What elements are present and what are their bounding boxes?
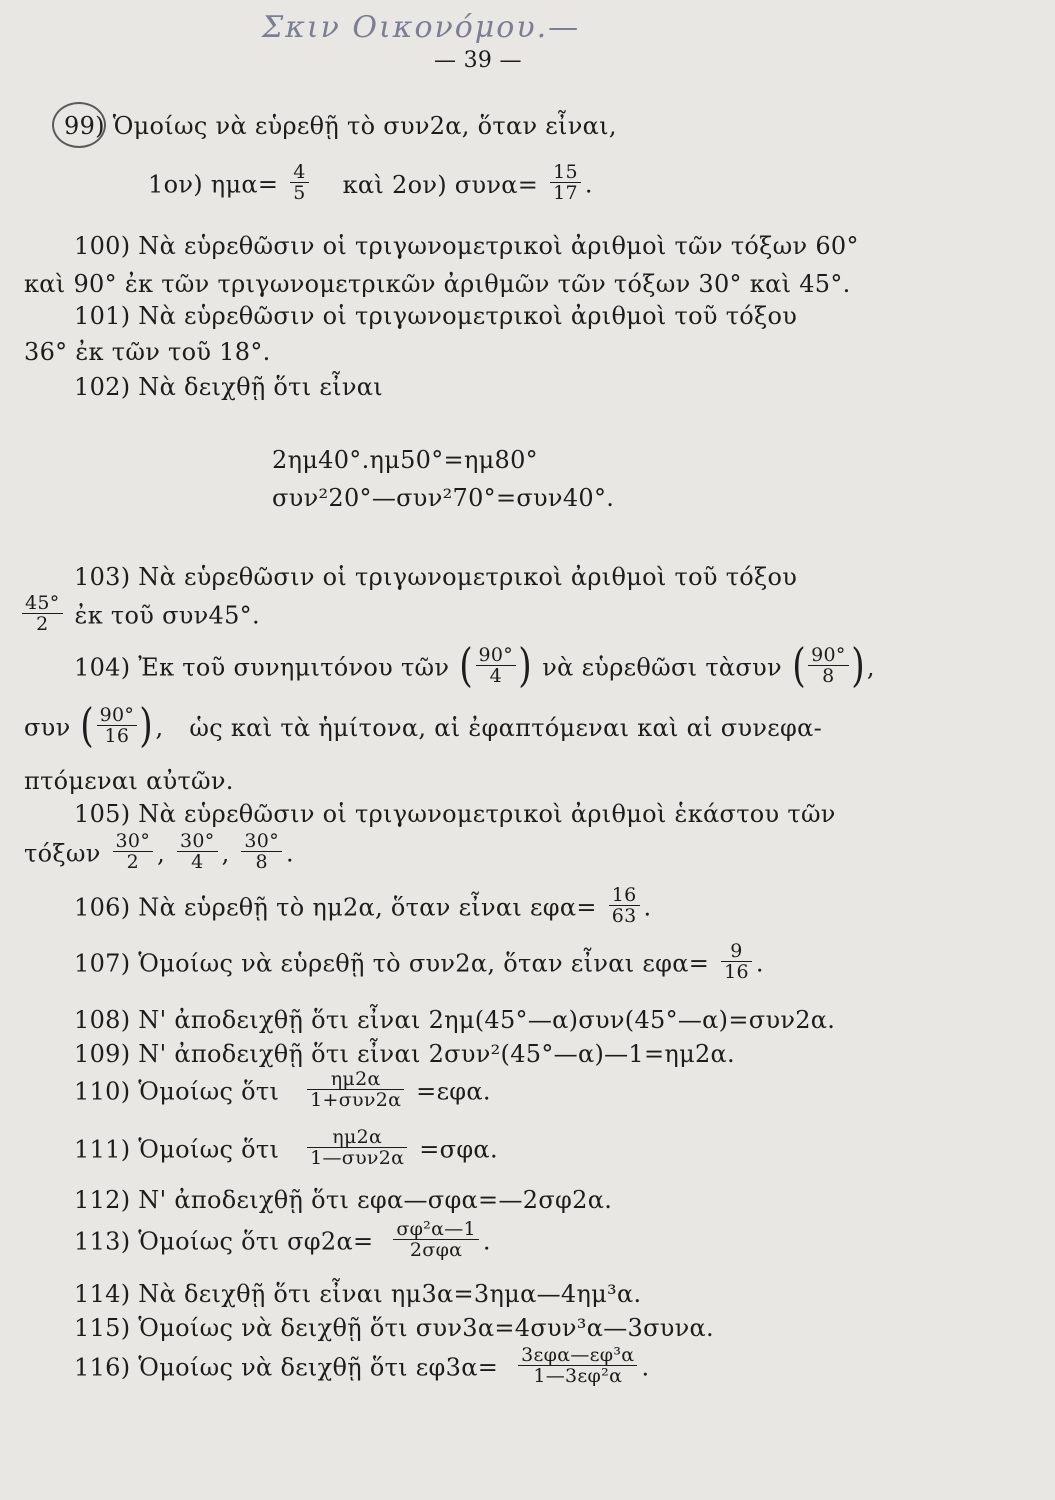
exercise-103-line-1: 103) Νὰ εὑρεθῶσιν οἱ τριγωνομετρικοὶ ἀριθμοὶ τοῦ τόξου xyxy=(74,563,798,591)
exercise-100-line-1: 100) Νὰ εὑρεθῶσιν οἱ τριγωνομετρικοὶ ἀριθμοὶ τῶν τόξων 60° xyxy=(74,232,859,260)
fraction: $\frac{\text{σφ²α—1}}{\text{2σφα}}$ xyxy=(393,1219,479,1261)
exercise-106: 106) Νὰ εὑρεθῇ τὸ ημ2α, ὅταν εἶναι εφα= $\frac{16}{63}$ . xyxy=(74,884,652,927)
exercise-114: 114) Νὰ δειχθῇ ὅτι εἶναι ημ3α=3ημα—4ημ³α. xyxy=(74,1280,642,1308)
exercise-103-line-2: $\frac{45^\circ}{2}$ ἐκ τοῦ συν45°. xyxy=(18,596,260,638)
handwritten-note: Σκιν Οικονόμου.— xyxy=(262,10,581,45)
fraction: $\frac{\eta\mu 2\alpha}{\text{1+συν2α}}$ xyxy=(307,1069,404,1111)
exercise-109: 109) Ν' ἀποδειχθῇ ὅτι εἶναι 2συν²(45°—α)—1=ημ2α. xyxy=(74,1040,735,1068)
exercise-99-line-1: 99) Ὁμοίως νὰ εὑρεθῇ τὸ συν2α, ὅταν εἶναι, xyxy=(64,112,617,140)
exercise-100-line-2: καὶ 90° ἐκ τῶν τριγωνομετρικῶν ἀριθμῶν τῶν τόξων 30° καὶ 45°. xyxy=(24,270,851,298)
fraction: $\frac{30^\circ}{2}$ xyxy=(113,831,154,873)
exercise-101-line-1: 101) Νὰ εὑρεθῶσιν οἱ τριγωνομετρικοὶ ἀριθμοὶ τοῦ τόξου xyxy=(74,302,798,330)
page-number: — 39 — xyxy=(434,48,522,73)
fraction: $\frac{45^\circ}{2}$ xyxy=(22,593,63,635)
exercise-99-line-2: 1ον) ημα= $\frac{4}{5}$ καὶ 2ον) συνα= $\frac{15}{17}$ . xyxy=(148,161,593,204)
exercise-108: 108) Ν' ἀποδειχθῇ ὅτι εἶναι 2ημ(45°—α)συν(45°—α)=συν2α. xyxy=(74,1006,836,1034)
exercise-104-line-2: συν ( $\frac{90^\circ}{16}$ ), ὡς καὶ τὰ ἡμίτονα, αἱ ἐφαπτόμεναι καὶ αἱ συνεφα- xyxy=(24,698,823,752)
fraction: $\frac{15}{17}$ xyxy=(550,162,581,204)
fraction: $\frac{30^\circ}{8}$ xyxy=(241,831,282,873)
exercise-110: 110) Ὁμοίως ὅτι $\frac{\eta\mu 2\alpha}{\text{1+συν2α}}$ =εφα. xyxy=(74,1068,491,1111)
exercise-105-line-1: 105) Νὰ εὑρεθῶσιν οἱ τριγωνομετρικοὶ ἀριθμοὶ ἑκάστου τῶν xyxy=(74,800,836,828)
exercise-116: 116) Ὁμοίως νὰ δειχθῇ ὅτι εφ3α= $\frac{\text{3εφα—εφ³α}}{\text{1—3εφ²α}}$ . xyxy=(74,1344,650,1387)
exercise-112: 112) Ν' ἀποδειχθῇ ὅτι εφα—σφα=—2σφ2α. xyxy=(74,1186,613,1214)
exercise-101-line-2: 36° ἐκ τῶν τοῦ 18°. xyxy=(24,338,271,366)
exercise-105-line-2: τόξων $\frac{30^\circ}{2}$ , $\frac{30^\circ}{4}$ , $\frac{30^\circ}{8}$ . xyxy=(24,830,294,873)
fraction: $\frac{16}{63}$ xyxy=(609,885,640,927)
fraction: $\frac{90^\circ}{16}$ xyxy=(97,705,138,747)
exercise-113: 113) Ὁμοίως ὅτι σφ2α= $\frac{\text{σφ²α—1}}{\text{2σφα}}$ . xyxy=(74,1218,491,1261)
fraction: $\frac{4}{5}$ xyxy=(290,162,308,204)
exercise-102-line-1: 102) Νὰ δειχθῇ ὅτι εἶναι xyxy=(74,373,383,401)
fraction: $\frac{90^\circ}{8}$ xyxy=(808,645,849,687)
exercise-102-equation-1: 2ημ40°.ημ50°=ημ80° xyxy=(272,446,538,474)
fraction: $\frac{9}{16}$ xyxy=(721,941,752,983)
fraction: $\frac{90^\circ}{4}$ xyxy=(476,645,517,687)
fraction: $\frac{\text{3εφα—εφ³α}}{\text{1—3εφ²α}}$ xyxy=(518,1345,637,1387)
exercise-104-line-1: 104) Ἐκ τοῦ συνημιτόνου τῶν ( $\frac{90^\circ}{4}$ ) νὰ εὑρεθῶσι τὰσυν ( $\frac{90^\circ}{8}$ ), xyxy=(74,638,875,692)
fraction: $\frac{\eta\mu 2\alpha}{\text{1—συν2α}}$ xyxy=(307,1127,407,1169)
exercise-115: 115) Ὁμοίως νὰ δειχθῇ ὅτι συν3α=4συν³α—3συνα. xyxy=(74,1314,714,1342)
exercise-111: 111) Ὁμοίως ὅτι $\frac{\eta\mu 2\alpha}{\text{1—συν2α}}$ =σφα. xyxy=(74,1126,498,1169)
fraction: $\frac{30^\circ}{4}$ xyxy=(177,831,218,873)
exercise-104-line-3: πτόμεναι αὐτῶν. xyxy=(24,767,234,795)
exercise-107: 107) Ὁμοίως νὰ εὑρεθῇ τὸ συν2α, ὅταν εἶναι εφα= $\frac{9}{16}$ . xyxy=(74,940,764,983)
exercise-102-equation-2: συν²20°—συν²70°=συν40°. xyxy=(272,484,615,512)
